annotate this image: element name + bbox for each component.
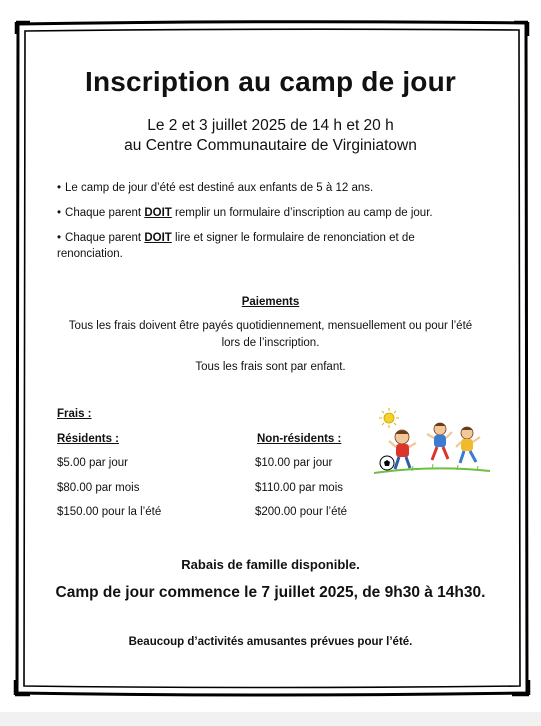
payments-line-1: Tous les frais doivent être payés quotidiennement, mensuellement ou pour l’été <box>68 320 473 332</box>
residents-heading: Résidents : <box>57 433 119 445</box>
bullet-text-start: Chaque parent <box>65 207 145 219</box>
soccer-ball-icon <box>380 456 394 470</box>
bullet-dot: • <box>57 207 62 219</box>
bullet-dot: • <box>57 182 62 194</box>
bullet-dot: • <box>57 232 62 244</box>
bullet-emphasis: DOIT <box>144 232 172 244</box>
payments-heading <box>0 294 541 311</box>
non-resident-fee-month: $110.00 par mois <box>255 482 344 494</box>
page-title: Inscription au camp de jour <box>84 66 456 97</box>
kid-blue-shirt-icon <box>427 423 452 460</box>
kids-playing-illustration <box>372 405 492 480</box>
fees-heading: Frais : <box>57 408 92 420</box>
payments-heading-text: Paiements <box>241 296 300 308</box>
bullet-text-start: Chaque parent <box>65 232 145 244</box>
bullet-text-end: lire et signer le formulaire de renonciation et de renonciation. <box>57 232 415 260</box>
resident-fee-summer: $150.00 pour la l’été <box>57 506 162 518</box>
sun-icon <box>379 408 399 428</box>
family-discount: Rabais de famille disponible. <box>181 557 360 572</box>
resident-fee-month: $80.00 par mois <box>57 482 140 494</box>
camp-start-date: Camp de jour commence le 7 juillet 2025, de 9h30 à 14h30. <box>55 584 486 601</box>
bullet-text-end: remplir un formulaire d’inscription au camp de jour. <box>171 207 433 219</box>
resident-fee-day: $5.00 par jour <box>57 457 128 469</box>
bullet-waiver-form <box>57 230 477 262</box>
non-resident-fee-day: $10.00 par jour <box>255 457 333 469</box>
page-bottom-bar <box>0 712 541 726</box>
bullet-age-range <box>57 180 477 196</box>
kid-yellow-shirt-icon <box>456 427 480 463</box>
non-resident-fee-summer: $200.00 pour l’été <box>255 506 348 518</box>
payments-line-3: Tous les frais sont par enfant. <box>195 361 346 373</box>
bullet-text: Le camp de jour d’été est destiné aux enfants de 5 à 12 ans. <box>65 182 374 194</box>
event-location: au Centre Communautaire de Virginiatown <box>124 137 417 154</box>
bullet-registration-form <box>57 205 477 221</box>
bullet-emphasis: DOIT <box>144 207 172 219</box>
event-dates: Le 2 et 3 juillet 2025 de 14 h et 20 h <box>147 117 394 134</box>
non-residents-heading: Non-résidents : <box>257 433 342 445</box>
activities-note: Beaucoup d’activités amusantes prévues pour l’été. <box>128 636 413 648</box>
payments-line-2: lors de l’inscription. <box>221 337 320 349</box>
